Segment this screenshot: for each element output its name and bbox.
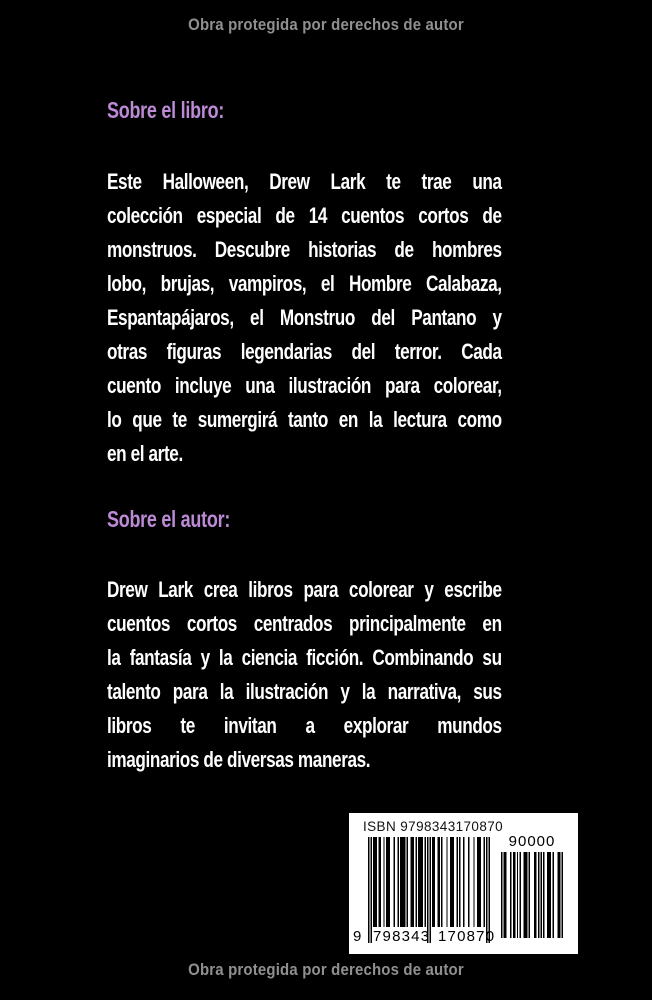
paragraph-line: cuentos cortos centrados principalmente en [107,611,502,636]
about-book-heading: Sobre el libro: [107,97,225,123]
paragraph-line: Este Halloween, Drew Lark te trae una [107,169,502,194]
about-author-paragraph [107,573,613,777]
barcode-panel [349,813,578,954]
paragraph-line: lobo, brujas, vampiros, el Hombre Calabaza, [107,271,502,296]
barcode-digit-first: 9 [353,928,363,945]
paragraph-line: talento para la ilustración y la narrativa, sus [107,679,502,704]
about-book-paragraph [107,165,613,471]
paragraph-line: imaginarios de diversas maneras. [107,747,371,772]
paragraph-line: monstruos. Descubre historias de hombres [107,237,502,262]
paragraph-line: libros te invitan a explorar mundos [107,713,502,738]
paragraph-line: en el arte. [107,441,183,466]
isbn-label: ISBN 9798343170870 [363,819,504,834]
paragraph-line: lo que te sumergirá tanto en la lectura como [107,407,502,432]
copyright-banner-top: Obra protegida por derechos de autor [188,15,464,34]
paragraph-line: Espantapájaros, el Monstruo del Pantano y [107,305,502,330]
copyright-banner-bottom: Obra protegida por derechos de autor [188,960,464,979]
addon-price-label: 90000 [508,833,556,850]
paragraph-line: la fantasía y la ciencia ficción. Combinando su [107,645,502,670]
barcode-digit-left-group: 798343 [373,928,431,945]
paragraph-line: cuento incluye una ilustración para colorear, [107,373,502,398]
paragraph-line: otras figuras legendarias del terror. Cada [107,339,502,364]
paragraph-line: Drew Lark crea libros para colorear y escribe [107,577,502,602]
addon-barcode [501,852,563,938]
paragraph-line: colección especial de 14 cuentos cortos de [107,203,502,228]
barcode-digit-right-group: 170870 [438,928,496,945]
about-author-heading: Sobre el autor: [107,506,231,532]
